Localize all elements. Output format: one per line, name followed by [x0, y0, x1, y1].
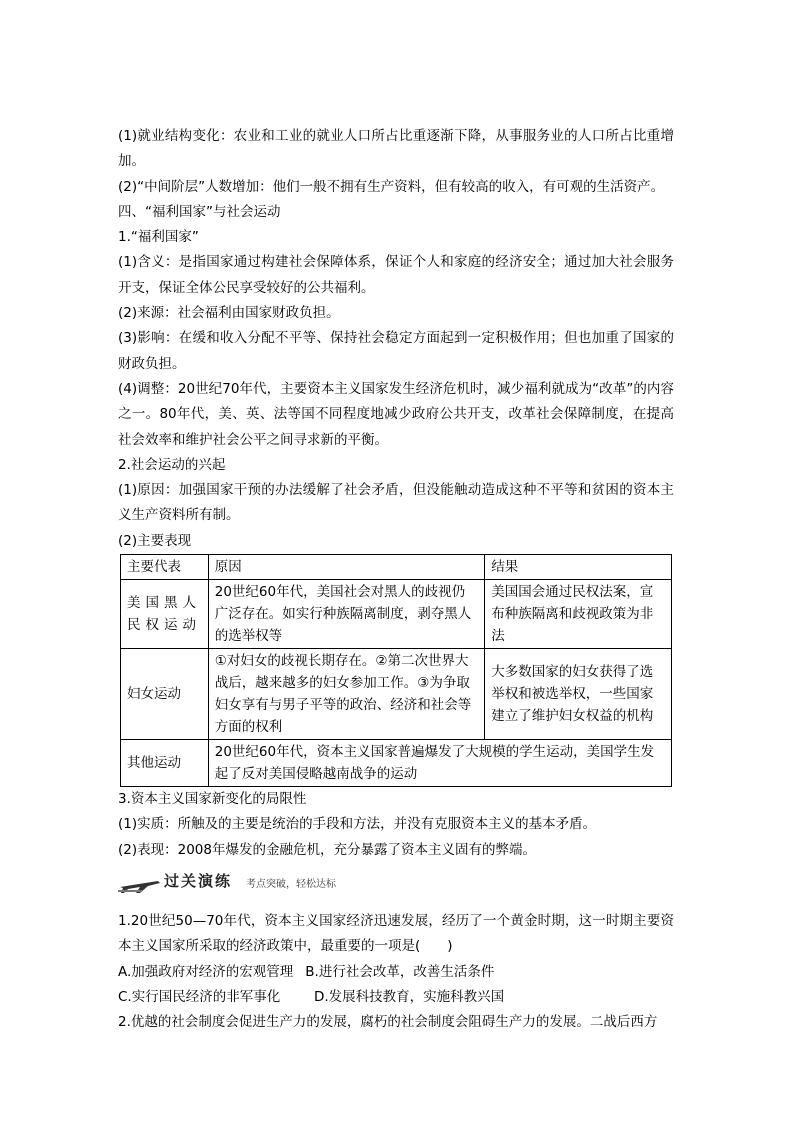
practice-banner [118, 867, 674, 903]
table-header-cell: 主要代表 [121, 555, 209, 580]
welfare-source-text: (2)来源：社会福利由国家财政负担。 [118, 305, 340, 322]
airplane-icon [118, 873, 162, 895]
table-cell: 妇女运动 [121, 649, 209, 740]
subheading-limitations: 3.资本主义国家新变化的局限性 [118, 791, 307, 808]
table-cell: 其他运动 [121, 740, 209, 787]
movements-main-text: (2)主要表现 [118, 532, 192, 549]
question-1-options-cd [118, 985, 674, 1010]
question-2-stem: 2.优越的社会制度会促进生产力的发展，腐朽的社会制度会阻碍生产力的发展。二战后西方 [118, 1014, 658, 1031]
middle-class-text: (2)“中间阶层”人数增加：他们一般不拥有生产资料，但有较高的收入，有可观的生活资产。 [118, 178, 665, 195]
option-d: D.发展科技教育，实施科教兴国 [314, 988, 505, 1005]
welfare-impact-text: (3)影响：在缓和收入分配不平等、保持社会稳定方面起到一定积极作用；但也加重了国家的财政负担。 [118, 330, 674, 372]
table-header-cell: 结果 [485, 555, 672, 580]
table-row [121, 649, 672, 740]
employment-structure-text: (1)就业结构变化：农业和工业的就业人口所占比重逐渐下降，从事服务业的人口所占比重增加。 [118, 128, 674, 170]
limitations-essence-text: (1)实质：所触及的主要是统治的手段和方法，并没有克服资本主义的基本矛盾。 [118, 816, 597, 833]
table-cell: 美国国会通过民权法案，宣布种族隔离和歧视政策为非法 [485, 580, 672, 649]
question-1-stem: 1.20世纪50—70年代，资本主义国家经济迅速发展，经历了一个黄金时期，这一时期主要资本主义国家所采取的经济政策中，最重要的一项是( ) [118, 912, 674, 955]
table-cell: ①对妇女的歧视长期存在。②第二次世界大战后，越来越多的妇女参加工作。③为争取妇女享有与男子平等的政治、经济和社会等方面的权利 [208, 649, 485, 740]
banner-title: 过关演练 [164, 871, 233, 890]
table-row [121, 580, 672, 649]
subheading-social-movements: 2.社会运动的兴起 [118, 456, 226, 473]
movements-table [120, 554, 672, 787]
banner-subtitle: 考点突破，轻松达标 [246, 878, 336, 890]
table-cell: 大多数国家的妇女获得了选举权和被选举权，一些国家建立了维护妇女权益的机构 [485, 649, 672, 740]
table-cell: 20世纪60年代，资本主义国家普遍爆发了大规模的学生运动，美国学生发起了反对美国侵略越南战争的运动 [208, 740, 671, 787]
table-cell: 美国黑人民权运动 [121, 580, 209, 649]
option-b: B.进行社会改革，改善生活条件 [305, 963, 495, 980]
section-heading-welfare: 四、“福利国家”与社会运动 [118, 203, 281, 220]
movements-cause-text: (1)原因：加强国家干预的办法缓解了社会矛盾，但没能触动造成这种不平等和贫困的资本主义生产资料所有制。 [118, 482, 674, 524]
welfare-adjustment-text: (4)调整：20世纪70年代，主要资本主义国家发生经济危机时，减少福利就成为“改革”的内容之一。80年代，美、英、法等国不同程度地减少政府公共开支，改革社会保障制度，在提高社会效率和维护社会公平之间寻求新的平衡。 [118, 380, 674, 448]
table-row [121, 740, 672, 787]
welfare-definition-text: (1)含义：是指国家通过构建社会保障体系，保证个人和家庭的经济安全；通过加大社会服务开支，保证全体公民享受较好的公共福利。 [118, 254, 674, 296]
question-1-options-ab [118, 960, 674, 985]
document-page [118, 124, 674, 1035]
option-c: C.实行国民经济的非军事化 [118, 988, 281, 1005]
table-cell: 20世纪60年代，美国社会对黑人的歧视仍广泛存在。如实行种族隔离制度，剥夺黑人的选举权等 [208, 580, 485, 649]
option-a: A.加强政府对经济的宏观管理 [118, 963, 294, 980]
subheading-welfare-state: 1.“福利国家” [118, 229, 199, 246]
table-header-row [121, 555, 672, 580]
table-header-cell: 原因 [208, 555, 485, 580]
limitations-manifestation-text: (2)表现：2008年爆发的金融危机，充分暴露了资本主义固有的弊端。 [118, 841, 536, 858]
